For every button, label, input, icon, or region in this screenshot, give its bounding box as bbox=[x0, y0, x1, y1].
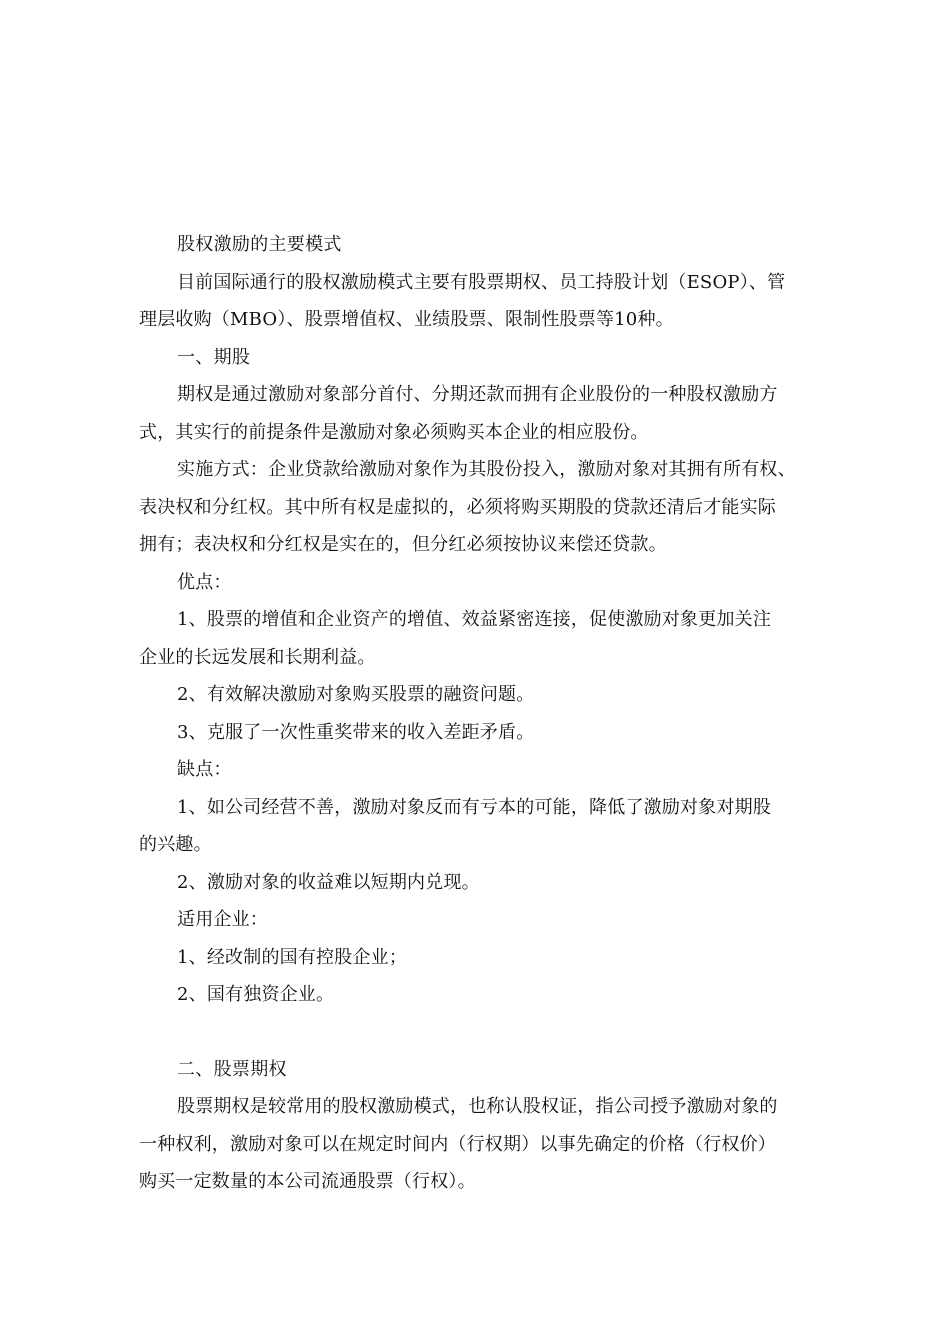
applicable-1-text: 1、经改制的国有控股企业； bbox=[177, 946, 408, 968]
disadvantages-label-text: 缺点： bbox=[177, 759, 232, 780]
disadvantage-2-text: 2、激励对象的收益难以短期内兑现。 bbox=[177, 871, 480, 893]
advantage-item-1 bbox=[139, 601, 819, 676]
advantages-label-text: 优点： bbox=[177, 571, 232, 593]
section1-heading bbox=[139, 339, 819, 377]
section1-definition-line-2: 式，其实行的前提条件是激励对象必须购买本企业的相应股份。 bbox=[139, 421, 649, 443]
section1-implementation bbox=[139, 451, 819, 564]
document-title-text: 股权激励的主要模式 bbox=[177, 234, 342, 255]
advantage-2-text: 2、有效解决激励对象购买股票的融资问题。 bbox=[177, 684, 535, 705]
document-title bbox=[139, 226, 819, 264]
applicable-2-text: 2、国有独资企业。 bbox=[177, 984, 335, 1005]
section1-implementation-line-2: 表决权和分红权。其中所有权是虚拟的，必须将购买期股的贷款还清后才能实际 bbox=[139, 496, 776, 518]
advantage-item-3 bbox=[139, 714, 819, 752]
intro-line-1: 目前国际通行的股权激励模式主要有股票期权、员工持股计划（ESOP）、管 bbox=[177, 271, 786, 293]
advantages-label bbox=[139, 564, 819, 602]
section1-heading-text: 一、期股 bbox=[177, 346, 251, 368]
section-spacer bbox=[139, 1014, 819, 1051]
advantage-item-2 bbox=[139, 676, 819, 714]
applicable-label bbox=[139, 901, 819, 939]
section2-heading-text: 二、股票期权 bbox=[177, 1058, 287, 1080]
section2-definition bbox=[139, 1088, 819, 1201]
applicable-item-2 bbox=[139, 976, 819, 1014]
section2-definition-line-3: 购买一定数量的本公司流通股票（行权）。 bbox=[139, 1171, 476, 1192]
applicable-item-1 bbox=[139, 939, 819, 977]
applicable-label-text: 适用企业： bbox=[177, 909, 268, 930]
section2-definition-line-2: 一种权利，激励对象可以在规定时间内（行权期）以事先确定的价格（行权价） bbox=[139, 1133, 776, 1155]
disadvantage-1-line-1: 1、如公司经营不善，激励对象反而有亏本的可能，降低了激励对象对期股 bbox=[177, 796, 772, 818]
disadvantage-item-1 bbox=[139, 789, 819, 864]
advantage-1-line-1: 1、股票的增值和企业资产的增值、效益紧密连接，促使激励对象更加关注 bbox=[177, 609, 772, 630]
advantage-3-text: 3、克服了一次性重奖带来的收入差距矛盾。 bbox=[177, 721, 535, 743]
disadvantage-1-line-2: 的兴趣。 bbox=[139, 834, 212, 855]
section2-heading bbox=[139, 1051, 819, 1089]
disadvantage-item-2 bbox=[139, 864, 819, 902]
section1-definition bbox=[139, 376, 819, 451]
document-body bbox=[139, 226, 819, 1201]
section1-implementation-line-1: 实施方式：企业贷款给激励对象作为其股份投入，激励对象对其拥有所有权、 bbox=[177, 459, 796, 480]
advantage-1-line-2: 企业的长远发展和长期利益。 bbox=[139, 646, 376, 668]
disadvantages-label bbox=[139, 751, 819, 789]
section2-definition-line-1: 股票期权是较常用的股权激励模式，也称认股权证，指公司授予激励对象的 bbox=[177, 1096, 778, 1117]
section1-implementation-line-3: 拥有；表决权和分红权是实在的，但分红必须按协议来偿还贷款。 bbox=[139, 534, 667, 555]
intro-paragraph bbox=[139, 264, 819, 339]
section1-definition-line-1: 期权是通过激励对象部分首付、分期还款而拥有企业股份的一种股权激励方 bbox=[177, 384, 778, 405]
intro-line-2: 理层收购（MBO）、股票增值权、业绩股票、限制性股票等10种。 bbox=[139, 309, 674, 330]
